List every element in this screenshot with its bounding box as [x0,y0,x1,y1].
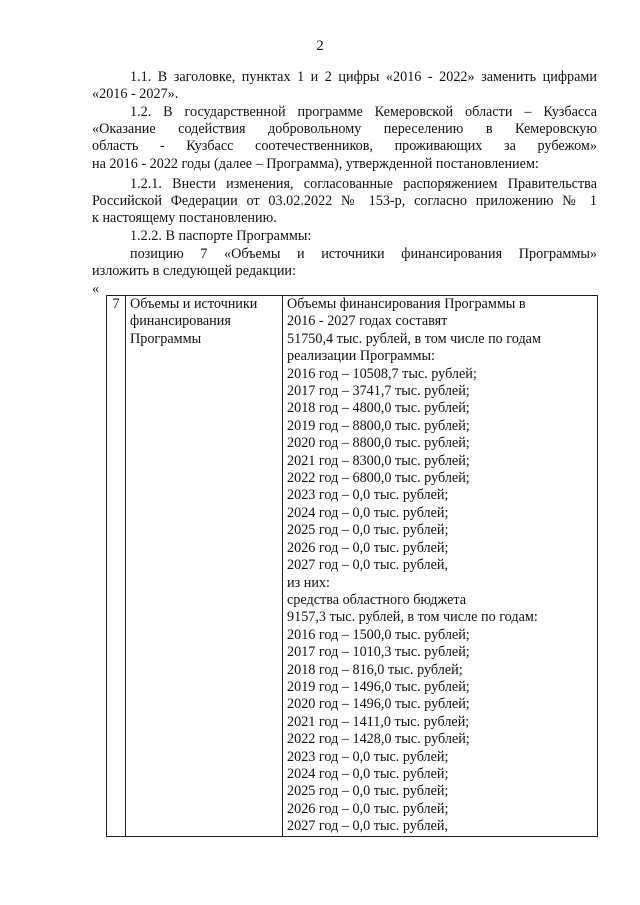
content-line: 2018 год – 816,0 тыс. рублей; [287,661,463,678]
content-line: 2019 год – 8800,0 тыс. рублей; [287,417,470,434]
content-line: 2023 год – 0,0 тыс. рублей; [287,748,449,765]
row-content-cell [283,296,598,837]
content-line: 2023 год – 0,0 тыс. рублей; [287,487,449,504]
content-line: 2025 год – 0,0 тыс. рублей; [287,783,449,800]
paragraph-line: 1.2.2. В паспорте Программы: [130,228,312,244]
paragraph-line: к настоящему постановлению. [92,210,277,227]
content-line: 2018 год – 4800,0 тыс. рублей; [287,400,470,417]
content-line: 2016 год – 10508,7 тыс. рублей; [287,365,477,382]
content-line: 2025 год – 0,0 тыс. рублей; [287,522,449,539]
content-line: 2027 год – 0,0 тыс. рублей, [287,557,449,574]
content-line: реализации Программы: [287,348,435,365]
paragraph-line: «2016 - 2027». [92,86,179,103]
content-line: 2024 год – 0,0 тыс. рублей; [287,765,449,782]
content-line: 9157,3 тыс. рублей, в том числе по годам: [287,609,538,626]
content-line: 51750,4 тыс. рублей, в том числе по годам [287,330,541,347]
name-line: Программы [130,330,202,347]
paragraph-1-2-2 [92,228,597,245]
paragraph-position-7 [92,246,597,280]
page-number: 2 [316,38,324,54]
content-line: 2026 год – 0,0 тыс. рублей; [287,800,449,817]
content-line: 2027 год – 0,0 тыс. рублей, [287,818,449,835]
paragraph-1-2-1 [92,176,597,228]
table-row [107,296,598,837]
content-line: 2024 год – 0,0 тыс. рублей; [287,504,449,521]
content-line: 2019 год – 1496,0 тыс. рублей; [287,678,470,695]
content-line: 2017 год – 3741,7 тыс. рублей; [287,383,470,400]
paragraph-line: область - Кузбасс соотечественников, проживающих за рубежом» [92,138,597,155]
passport-table [106,295,598,837]
paragraph-line: 1.2. В государственной программе Кемеровской области – Кузбасса [130,104,597,120]
name-line: Объемы и источники [130,296,258,312]
paragraph-line: на 2016 - 2022 годы (далее – Программа), утвержденной постановлением: [92,155,539,172]
content-line: 2020 год – 1496,0 тыс. рублей; [287,696,470,713]
content-line: 2021 год – 8300,0 тыс. рублей; [287,452,470,469]
paragraph-line: Российской Федерации от 03.02.2022 № 153-р, согласно приложению № 1 [92,193,597,210]
content-line: 2026 год – 0,0 тыс. рублей; [287,539,449,556]
content-line: 2016 год – 1500,0 тыс. рублей; [287,626,470,643]
content-line: 2022 год – 6800,0 тыс. рублей; [287,470,470,487]
paragraph-line: изложить в следующей редакции: [92,263,296,280]
paragraph-line: «Оказание содействия добровольному переселению в Кемеровскую [92,121,597,138]
row-number-cell: 7 [107,296,126,837]
content-line: 2022 год – 1428,0 тыс. рублей; [287,731,470,748]
paragraph-1-2 [92,104,597,173]
paragraph-1-1 [92,69,597,103]
content-line: из них: [287,574,330,591]
content-line: 2017 год – 1010,3 тыс. рублей; [287,644,470,661]
content-line: 2020 год – 8800,0 тыс. рублей; [287,435,470,452]
content-line: средства областного бюджета [287,591,467,608]
name-line: финансирования [130,313,231,330]
opening-quote: « [92,281,100,297]
content-line: 2021 год – 1411,0 тыс. рублей; [287,713,470,730]
content-line: Объемы финансирования Программы в [287,296,526,312]
content-line: 2016 - 2027 годах составят [287,313,448,330]
paragraph-line: 1.2.1. Внести изменения, согласованные распоряжением Правительства [130,176,597,192]
row-name-cell [126,296,283,837]
paragraph-line: позицию 7 «Объемы и источники финансирования Программы» [130,246,597,262]
paragraph-line: 1.1. В заголовке, пунктах 1 и 2 цифры «2016 - 2022» заменить цифрами [130,69,597,85]
